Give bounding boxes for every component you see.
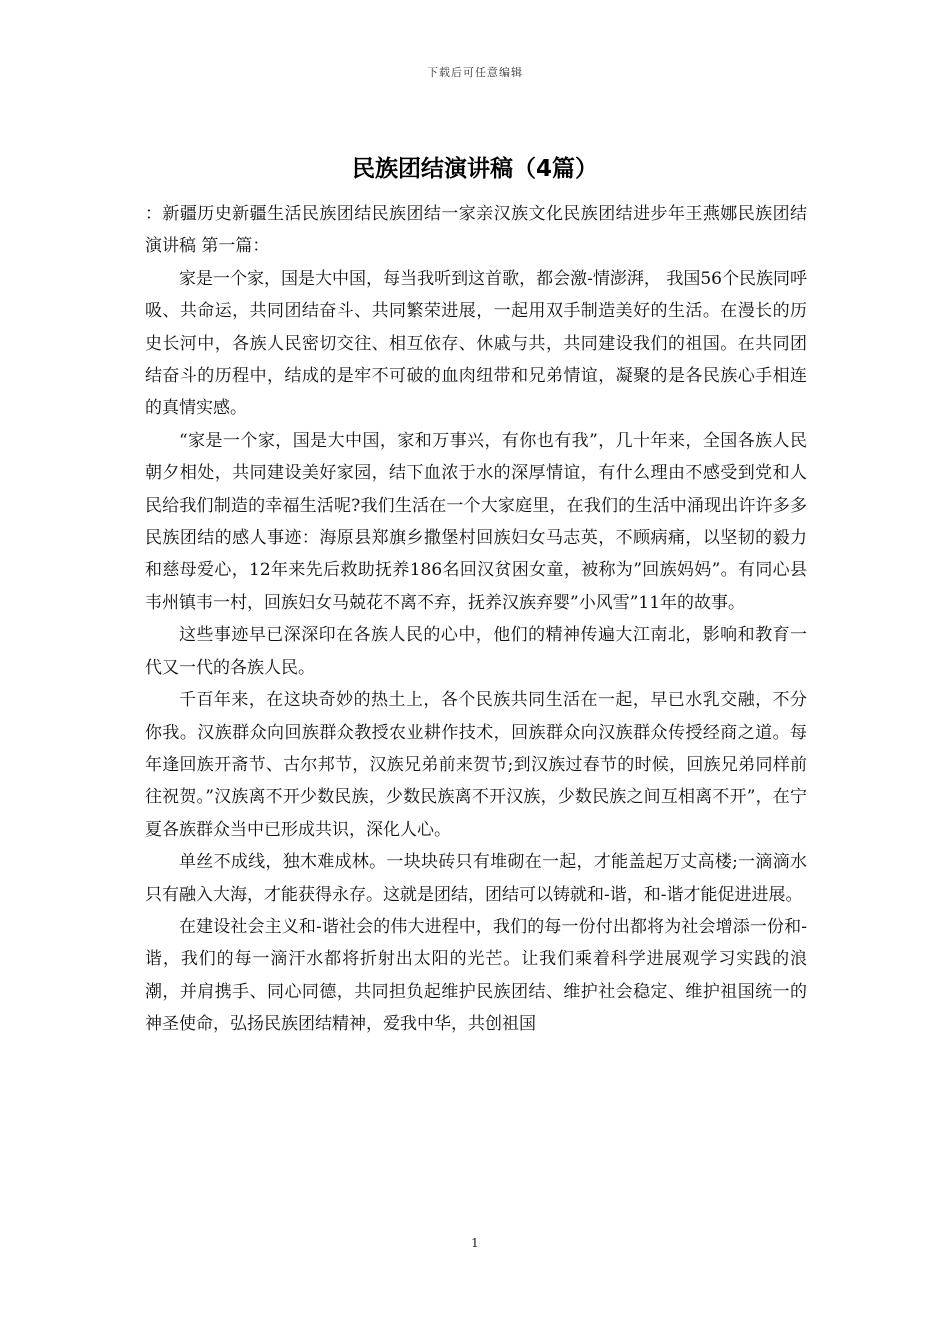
intro-paragraph: ：新疆历史新疆生活民族团结民族团结一家亲汉族文化民族团结进步年王燕娜民族团结演讲稿 第一篇： [145, 204, 807, 257]
body-paragraph-2: “家是一个家，国是大中国，家和万事兴，有你也有我”，几十年来，全国各族人民朝夕相处，共同建设美好家园，结下血浓于水的深厚情谊，有什么理由不感受到党和人民给我们制造的幸福生活呢?我们生活在一个大家庭里，在我们的生活中涌现出许许多多民族团结的感人事迹：海原县郑旗乡撒堡村回族妇女马志英，不顾病痛，以坚韧的毅力和慈母爱心，12年来先后救助抚养186名回汉贫困女童，被称为”回族妈妈”。有同心县韦州镇韦一村，回族妇女马兢花不离不弃，抚养汉族弃婴”小风雪”11年的故事。 [145, 430, 807, 613]
header-note: 下载后可任意编辑 [427, 66, 523, 79]
document-title: 民族团结演讲稿（4篇） [351, 156, 598, 182]
body-paragraph-6: 在建设社会主义和-谐社会的伟大进程中，我们的每一份付出都将为社会增添一份和-谐，我们的每一滴汗水都将折射出太阳的光芒。让我们乘着科学进展观学习实践的浪潮，并肩携手、同心同德，共同担负起维护民族团结、维护社会稳定、维护祖国统一的神圣使命，弘扬民族团结精神，爱我中华，共创祖国 [145, 916, 807, 1035]
page-number: 1 [471, 1236, 479, 1250]
body-paragraph-3: 这些事迹早已深深印在各族人民的心中，他们的精神传遍大江南北，影响和教育一代又一代的各族人民。 [145, 625, 807, 678]
body-paragraph-4: 千百年来，在这块奇妙的热土上，各个民族共同生活在一起，早已水乳交融，不分你我。汉族群众向回族群众教授农业耕作技术，回族群众向汉族群众传授经商之道。每年逢回族开斋节、古尔邦节，汉族兄弟前来贺节;到汉族过春节的时候，回族兄弟同样前往祝贺。”汉族离不开少数民族，少数民族离不开汉族，少数民族之间互相离不开”，在宁夏各族群众当中已形成共识，深化人心。 [145, 690, 807, 840]
document-body [145, 198, 807, 1041]
body-paragraph-1: 家是一个家，国是大中国，每当我听到这首歌，都会激-情澎湃， 我国56个民族同呼吸、共命运，共同团结奋斗、共同繁荣进展，一起用双手制造美好的生活。在漫长的历史长河中，各族人民密切交往、相互依存、休戚与共，共同建设我们的祖国。在共同团结奋斗的历程中，结成的是牢不可破的血肉纽带和兄弟情谊，凝聚的是各民族心手相连的真情实感。 [145, 268, 807, 419]
body-paragraph-5: 单丝不成线，独木难成林。一块块砖只有堆砌在一起，才能盖起万丈高楼;一滴滴水只有融入大海，才能获得永存。这就是团结，团结可以铸就和-谐，和-谐才能促进进展。 [145, 852, 807, 905]
